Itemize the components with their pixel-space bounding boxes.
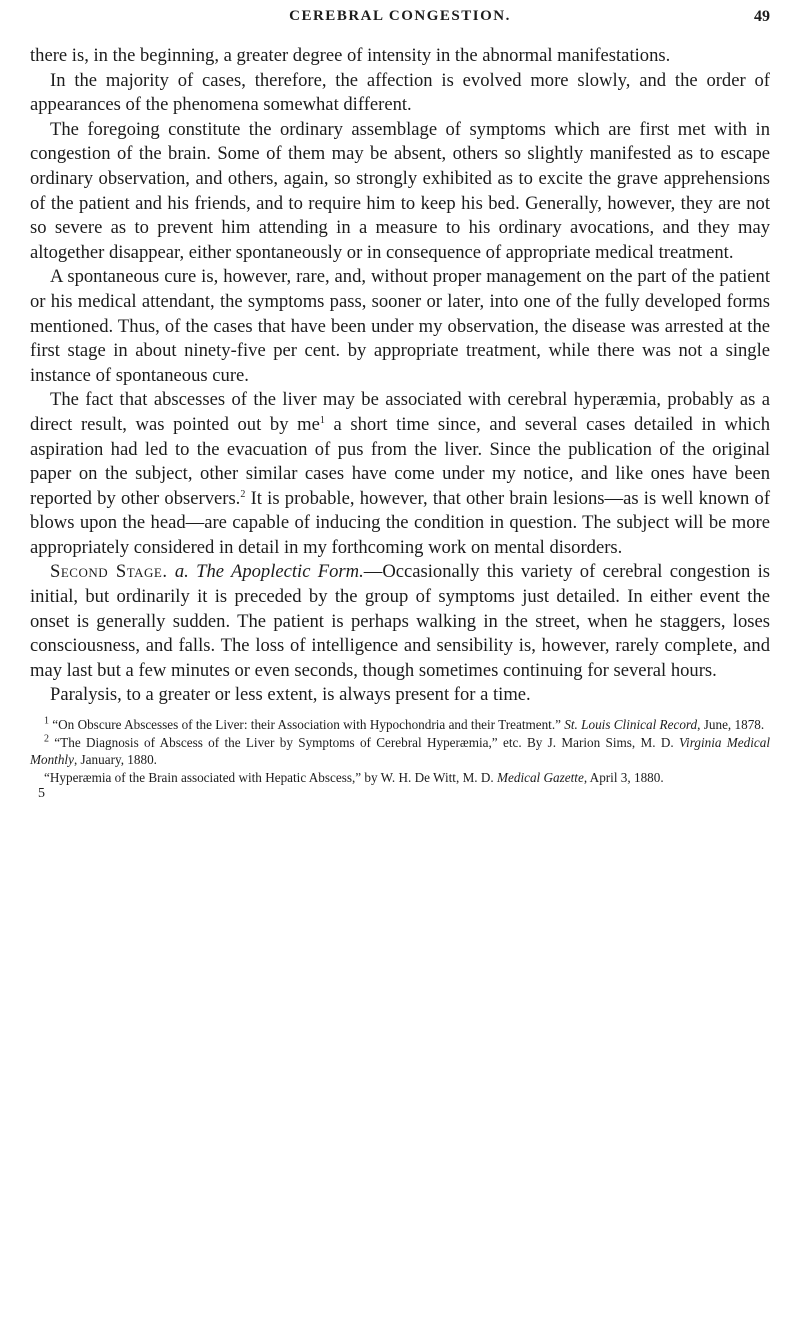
- footnote-text: , June, 1878.: [697, 717, 765, 733]
- footnote-source: Virginia Medical Monthly: [30, 734, 770, 768]
- section-letter: a.: [174, 561, 189, 583]
- running-title: CEREBRAL CONGESTION.: [289, 8, 511, 24]
- page-number: 49: [754, 8, 770, 25]
- footnotes: [30, 716, 770, 802]
- paragraph-text: The fact that abscesses of the liver may be associated with cerebral hyperæmia, probably as a direct result, was pointed out by me: [30, 389, 770, 435]
- footnote-mark: 2: [44, 733, 49, 745]
- footnote-3: [30, 769, 770, 787]
- paragraph-continuation: there is, in the beginning, a greater degree of intensity in the abnormal manifestations.: [30, 45, 671, 66]
- footnote-ref: 2: [240, 488, 246, 500]
- paragraph-spontaneous-cure: A spontaneous cure is, however, rare, and, without proper management on the part of the patient or his medical attendant, the symptoms pass, sooner or later, into one of the fully developed forms mentioned. Thus, of the cases that have been under my observation, the disease was arrested at the first stage in about ninety-five per cent. by appropriate treatment, while there was not a single instance of spontaneous cure.: [30, 266, 770, 386]
- paragraph-paralysis: Paralysis, to a greater or less extent, is always present for a time.: [50, 684, 531, 706]
- paragraph-text: —Occasionally this variety of cerebral congestion is initial, but ordinarily it is preceded by the group of symptoms just detailed. In either event the onset is generally sudden. The patient is perhaps walking in the street, when he staggers, loses consciousness, and falls. The loss of intelligence and sensibility is, however, rarely complete, and may last but a few minutes or even seconds, though sometimes continuing for several hours.: [30, 561, 771, 681]
- footnote-source: St. Louis Clinical Record: [564, 717, 698, 733]
- book-page: [30, 0, 770, 802]
- paragraph-symptoms: The foregoing constitute the ordinary assemblage of symptoms which are first met with in congestion of the brain. Some of them may be absent, others so slightly manifested as to escape ordinary observation, and others, again, so strongly exhibited as to excite the grave apprehensions of the patient and his friends, and to require him to keep his bed. Generally, however, they are not so severe as to prevent him attending in a measure to his ordinary avocations, and they may altogether disappear, either spontaneously or in consequence of appropriate medical treatment.: [30, 118, 770, 263]
- paragraph-second-stage: [30, 560, 770, 683]
- footnote-ref: 1: [319, 414, 325, 426]
- paragraph-majority: In the majority of cases, therefore, the affection is evolved more slowly, and the order of appearances of the phenomena somewhat different.: [30, 69, 770, 116]
- section-heading: Second Stage.: [50, 561, 168, 583]
- paragraph-liver-abscess: [30, 388, 770, 560]
- footnote-1: [30, 716, 770, 734]
- paragraph-text: a short time since, and several cases detailed in which aspiration had led to the evacuation of pus from the liver. Since the publication of the original paper on the subject, other similar cases have come under my notice, and like ones have been reported by other observers.: [30, 413, 770, 509]
- footnote-text: , January, 1880.: [73, 752, 157, 768]
- footnote-text: “Hyperæmia of the Brain associated with Hepatic Abscess,” by W. H. De Witt, M. D.: [44, 769, 498, 785]
- running-head: [30, 2, 770, 36]
- footnote-text: “The Diagnosis of Abscess of the Liver by Symptoms of Cerebral Hyperæmia,” etc. By J. Marion Sims, M. D.: [49, 734, 679, 750]
- section-subheading: The Apoplectic Form.: [196, 561, 364, 583]
- footnote-source: Medical Gazette: [497, 769, 584, 785]
- body-text: [30, 44, 770, 708]
- footnote-2: [30, 734, 770, 769]
- footnote-text: , April 3, 1880.: [583, 769, 664, 785]
- signature-mark: 5: [38, 786, 45, 802]
- paragraph-text: It is probable, however, that other brain lesions—as is well known of blows upon the head—are capable of inducing the condition in question. The subject will be more appropriately considered in detail in my forthcoming work on mental disorders.: [30, 487, 771, 558]
- footnote-mark: 1: [44, 715, 49, 727]
- footnote-text: “On Obscure Abscesses of the Liver: their Association with Hypochondria and their Treatment.”: [49, 717, 565, 733]
